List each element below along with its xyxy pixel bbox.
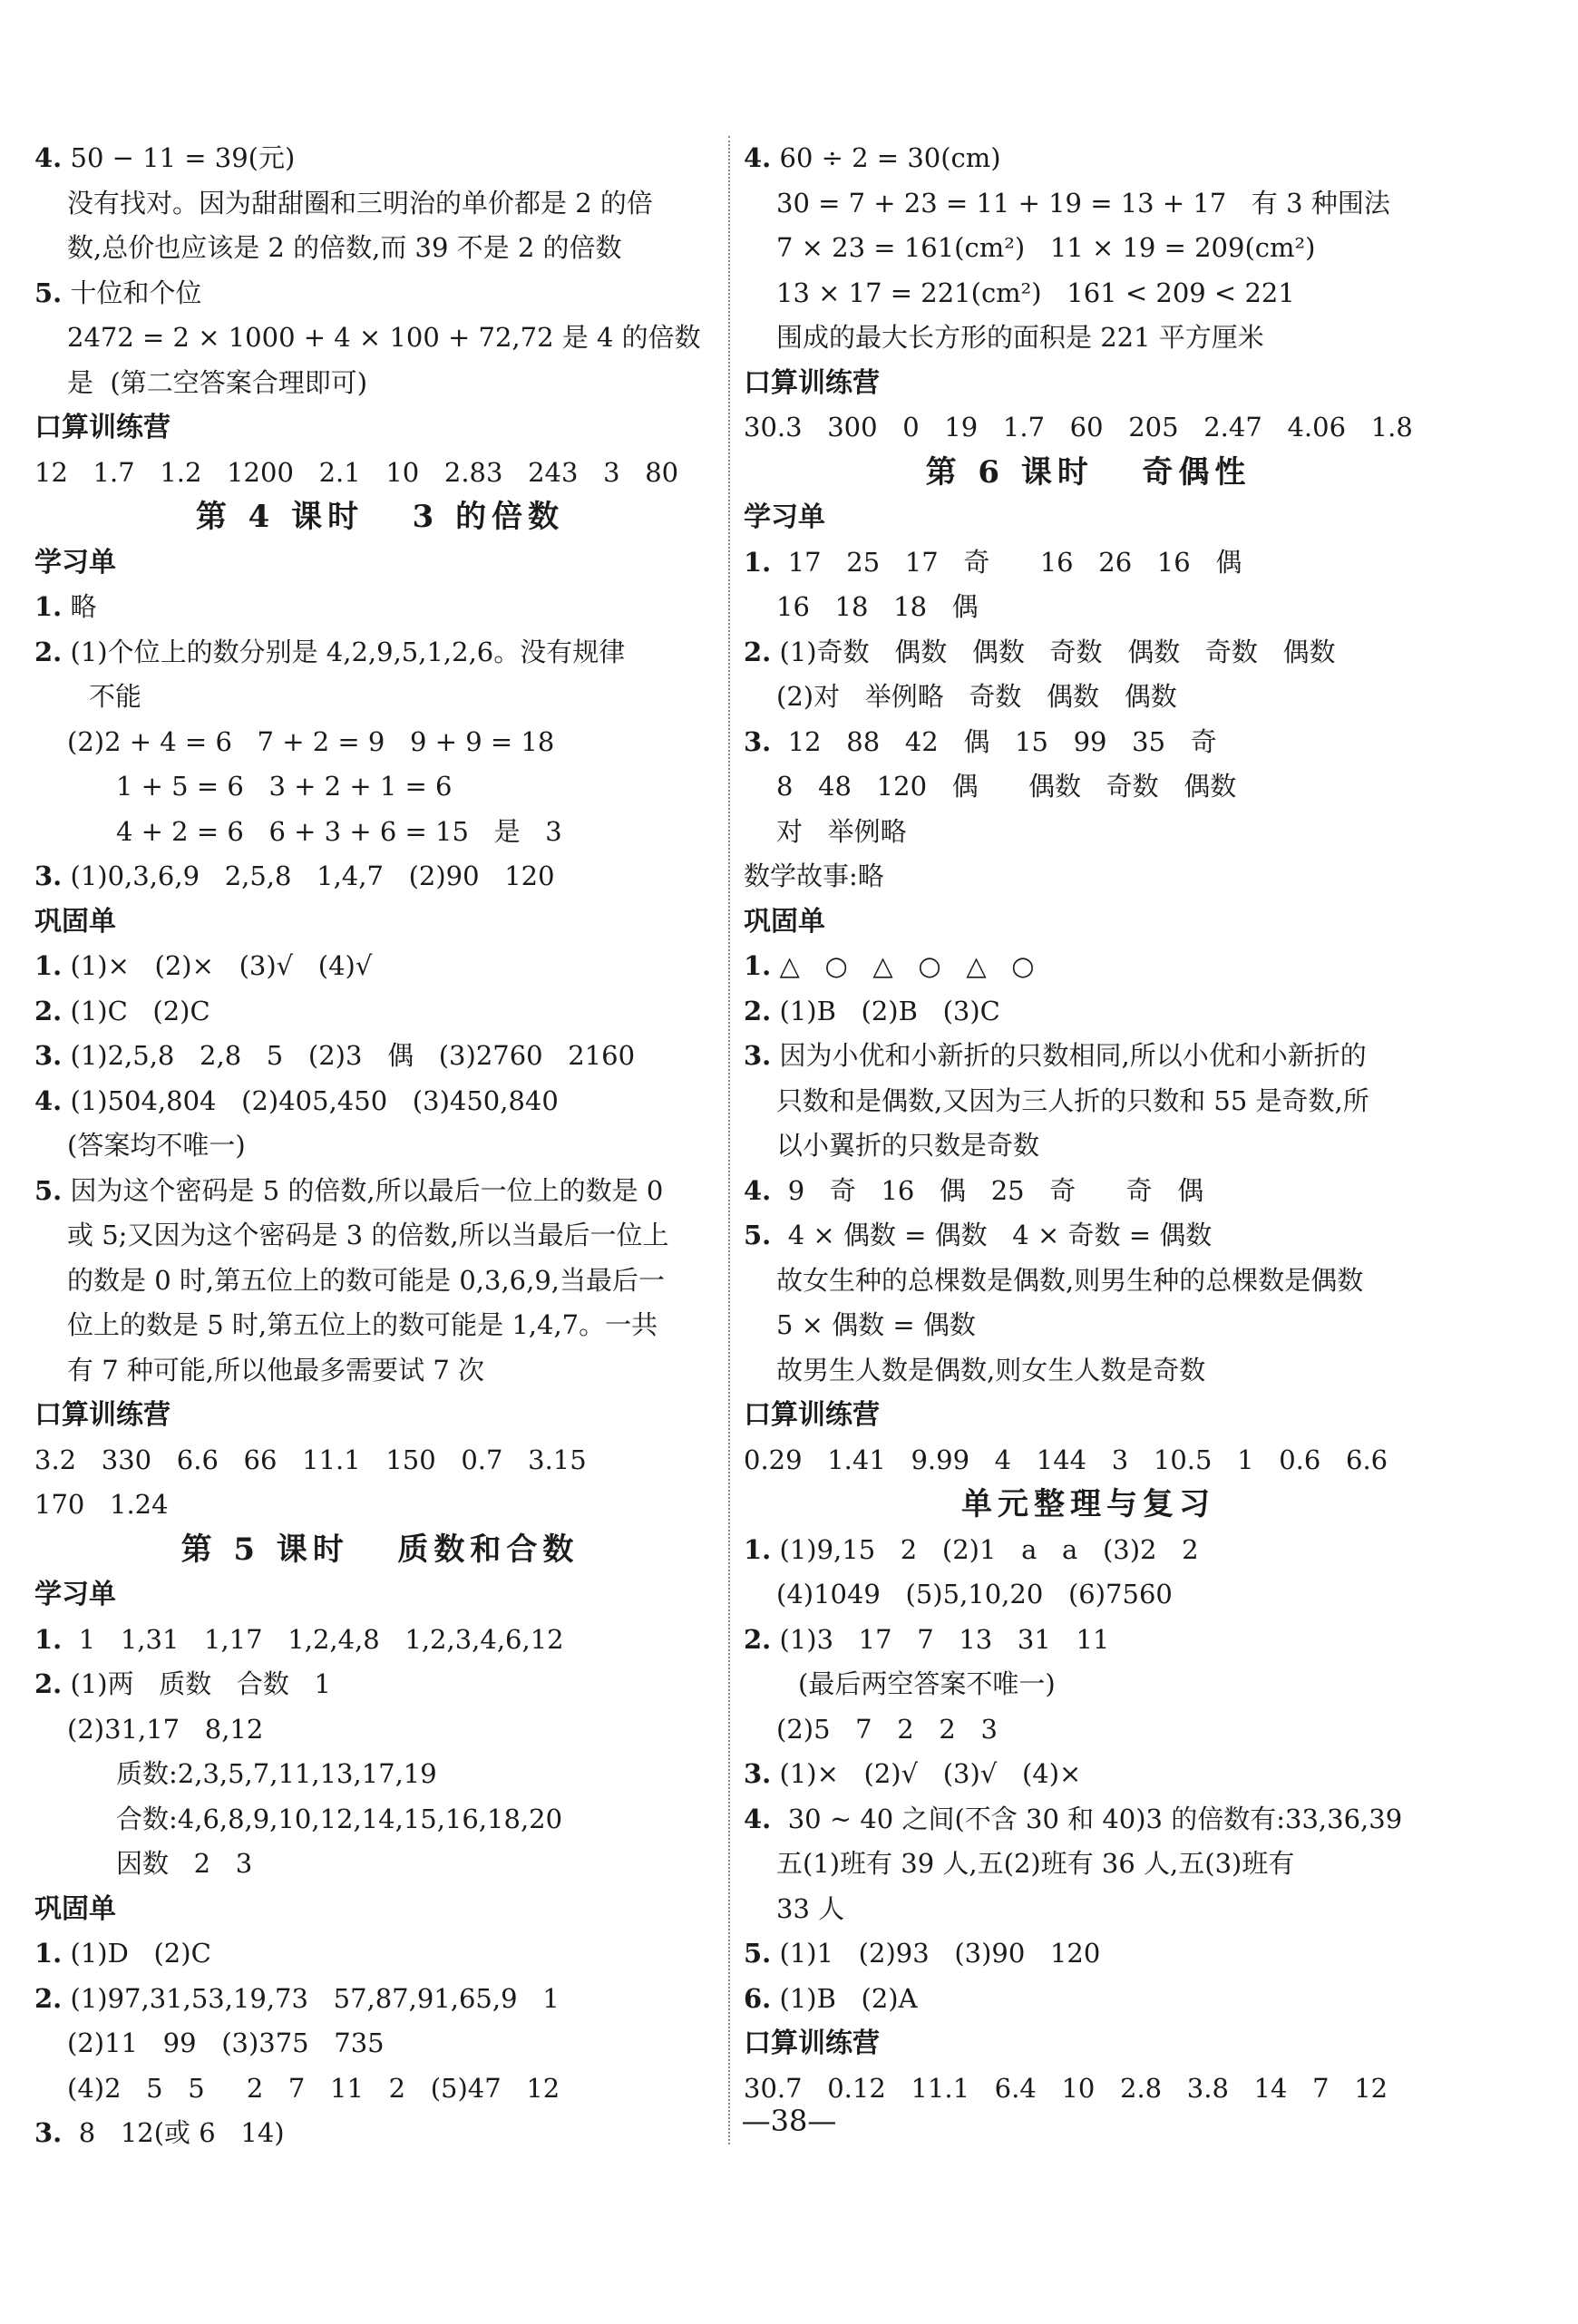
answer-text: (1)2,5,8 2,8 5 (2)3 偶 (3)2760 2160 [62, 1040, 636, 1071]
answer-line [744, 1259, 1433, 1304]
answer-text: (1)B (2)A [771, 1982, 918, 2014]
answer-item [34, 1169, 726, 1214]
answer-text: 16 18 18 偶 [776, 591, 979, 622]
answer-item [744, 1977, 1433, 2022]
answer-text: (2)2 + 4 = 6 7 + 2 = 9 9 + 9 = 18 [67, 725, 555, 757]
answer-text: 3.2 330 6.6 66 11.1 150 0.7 3.15 [34, 1444, 587, 1475]
answer-text: (2)5 7 2 2 3 [776, 1713, 998, 1745]
item-number: 1. [34, 1623, 63, 1655]
answer-line [34, 1348, 726, 1394]
answer-item [34, 630, 726, 676]
answer-line [744, 585, 1433, 630]
answer-line [34, 1707, 726, 1753]
answer-line [744, 810, 1433, 855]
answer-text: (1)3 17 7 13 31 11 [771, 1623, 1110, 1655]
answer-item [34, 1662, 726, 1707]
answer-item [744, 989, 1433, 1035]
answer-text: (1)奇数 偶数 偶数 奇数 偶数 奇数 偶数 [771, 636, 1336, 667]
answer-text: (1)B (2)B (3)C [771, 995, 1000, 1026]
answer-text: 质数:2,3,5,7,11,13,17,19 [116, 1758, 437, 1789]
answer-line [744, 226, 1433, 271]
answer-text: (2)31,17 8,12 [67, 1713, 264, 1745]
answer-text: 因为这个密码是 5 的倍数,所以最后一位上的数是 0 [62, 1174, 664, 1206]
answer-line [34, 675, 726, 720]
lesson-title: 单元整理与复习 [961, 1486, 1215, 1522]
answer-text: 只数和是偶数,又因为三人折的只数和 55 是奇数,所 [776, 1084, 1369, 1116]
left-column [34, 136, 726, 2156]
item-number: 1. [744, 546, 772, 578]
answer-line [744, 1842, 1433, 1887]
item-number: 3. [34, 861, 63, 891]
item-number: 4. [744, 142, 772, 173]
answer-text: 12 88 42 偶 15 99 35 奇 [771, 725, 1217, 757]
item-number: 4. [744, 1803, 772, 1834]
item-number: 2. [34, 1668, 63, 1699]
answer-item [744, 1752, 1433, 1797]
item-number: 4. [744, 1174, 772, 1206]
section-heading: 口算训练营 [744, 1399, 880, 1431]
answer-item [34, 944, 726, 989]
answer-line [744, 854, 1433, 899]
answer-line [34, 451, 726, 496]
answer-text: 围成的最大长方形的面积是 221 平方厘米 [776, 322, 1264, 353]
answer-text: 9 奇 16 偶 25 奇 奇 偶 [771, 1174, 1204, 1206]
answer-line [744, 1123, 1433, 1169]
answer-item [744, 1169, 1433, 1214]
answer-line [744, 1707, 1433, 1753]
answer-line [34, 1842, 726, 1887]
lesson-title: 第 5 课时 质数和合数 [180, 1531, 580, 1568]
answer-item [744, 136, 1433, 181]
answer-text: 170 1.24 [34, 1489, 169, 1520]
answer-text: 2472 = 2 × 1000 + 4 × 100 + 72,72 是 4 的倍数 [67, 322, 701, 353]
item-number: 3. [744, 1758, 772, 1789]
answer-text: 故女生种的总棵数是偶数,则男生种的总棵数是偶数 [776, 1264, 1364, 1296]
right-column [744, 136, 1433, 2111]
answer-line [744, 271, 1433, 316]
item-number: 5. [744, 1220, 772, 1250]
section-heading: 口算训练营 [744, 366, 880, 399]
section-heading: 学习单 [34, 546, 116, 579]
answer-text: 因为小优和小新折的只数相同,所以小优和小新折的 [771, 1040, 1367, 1071]
section-heading: 学习单 [744, 501, 825, 533]
item-number: 1. [34, 1938, 63, 1969]
section-heading: 巩固单 [34, 905, 116, 938]
answer-text: 30.3 300 0 19 1.7 60 205 2.47 4.06 1.8 [744, 412, 1413, 442]
answer-text: 33 人 [776, 1892, 845, 1924]
answer-text: (1)0,3,6,9 2,5,8 1,4,7 (2)90 120 [62, 861, 555, 891]
item-number: 2. [34, 1982, 63, 2014]
answer-text: 1 1,31 1,17 1,2,4,8 1,2,3,4,6,12 [62, 1623, 564, 1655]
answer-item [34, 1977, 726, 2022]
answer-text: 30 ~ 40 之间(不含 30 和 40)3 的倍数有:33,36,39 [771, 1803, 1403, 1834]
answer-text: 的数是 0 时,第五位上的数可能是 0,3,6,9,当最后一 [67, 1264, 666, 1296]
answer-line [744, 1887, 1433, 1932]
answer-text: 50 − 11 = 39(元) [62, 142, 296, 173]
item-number: 3. [34, 1040, 63, 1071]
answer-text: 数,总价也应该是 2 的倍数,而 39 不是 2 的倍数 [67, 232, 622, 263]
answer-text: (1)个位上的数分别是 4,2,9,5,1,2,6。没有规律 [62, 636, 626, 667]
item-number: 4. [34, 1084, 63, 1116]
answer-line [744, 1303, 1433, 1348]
answer-line [34, 361, 726, 406]
section-heading: 学习单 [34, 1579, 116, 1610]
answer-line [744, 1348, 1433, 1394]
answer-text: (答案均不唯一) [67, 1130, 246, 1161]
answer-text: (1)D (2)C [62, 1938, 211, 1969]
answer-line [744, 675, 1433, 720]
item-number: 1. [744, 950, 772, 981]
answer-text: 8 48 120 偶 偶数 奇数 偶数 [776, 771, 1237, 802]
answer-text: 以小翼折的只数是奇数 [776, 1130, 1040, 1161]
item-number: 3. [744, 725, 772, 757]
answer-text: 13 × 17 = 221(cm²) 161 < 209 < 221 [776, 277, 1295, 308]
answer-text: 没有找对。因为甜甜圈和三明治的单价都是 2 的倍 [67, 187, 653, 219]
item-number: 3. [744, 1040, 772, 1071]
answer-line [34, 1303, 726, 1348]
answer-line [34, 2021, 726, 2066]
answer-item [744, 1931, 1433, 1977]
item-number: 2. [744, 995, 772, 1026]
answer-line [34, 1259, 726, 1304]
answer-text: (1)9,15 2 (2)1 a a (3)2 2 [771, 1533, 1199, 1565]
page-number: —38— [741, 2104, 837, 2138]
answer-text: (1)504,804 (2)405,450 (3)450,840 [62, 1084, 559, 1116]
answer-item [744, 1797, 1433, 1843]
item-number: 4. [34, 142, 63, 173]
item-number: 1. [34, 591, 63, 622]
answer-text: 0.29 1.41 9.99 4 144 3 10.5 1 0.6 6.6 [744, 1444, 1388, 1475]
answer-text: (4)1049 (5)5,10,20 (6)7560 [776, 1579, 1173, 1609]
item-number: 5. [34, 277, 63, 308]
answer-line [744, 181, 1433, 227]
item-number: 5. [744, 1938, 772, 1969]
answer-text: 30.7 0.12 11.1 6.4 10 2.8 3.8 14 7 12 [744, 2072, 1388, 2104]
answer-text: 8 12(或 6 14) [62, 2117, 285, 2148]
item-number: 2. [744, 1623, 772, 1655]
column-divider [728, 136, 730, 2144]
answer-text: 十位和个位 [62, 277, 202, 308]
answer-line [34, 1483, 726, 1528]
lesson-title: 第 4 课时 3 的倍数 [195, 499, 565, 535]
item-number: 5. [34, 1174, 63, 1206]
answer-line [34, 1438, 726, 1483]
answer-text: 4 + 2 = 6 6 + 3 + 6 = 15 是 3 [116, 815, 562, 847]
answer-text: 17 25 17 奇 16 26 16 偶 [771, 546, 1242, 578]
answer-line [34, 810, 726, 855]
answer-text: (1)97,31,53,19,73 57,87,91,65,9 1 [62, 1982, 560, 2014]
section-heading: 口算训练营 [34, 412, 170, 443]
answer-text: 或 5;又因为这个密码是 3 的倍数,所以当最后一位上 [67, 1220, 669, 1250]
answer-item [744, 1618, 1433, 1663]
answer-text: 合数:4,6,8,9,10,12,14,15,16,18,20 [116, 1803, 563, 1834]
lesson-title: 第 6 课时 奇偶性 [925, 453, 1252, 491]
answer-text: 因数 2 3 [116, 1848, 253, 1879]
answer-text: 1 + 5 = 6 3 + 2 + 1 = 6 [116, 771, 453, 802]
answer-text: (1)× (2)√ (3)√ (4)× [771, 1758, 1082, 1789]
item-number: 3. [34, 2117, 63, 2148]
answer-text: 故男生人数是偶数,则女生人数是奇数 [776, 1354, 1206, 1386]
answer-item [744, 720, 1433, 765]
answer-text: 4 × 偶数 = 偶数 4 × 奇数 = 偶数 [771, 1220, 1213, 1250]
answer-line [744, 1079, 1433, 1124]
answer-text: (1)两 质数 合数 1 [62, 1668, 331, 1699]
answer-item [744, 944, 1433, 989]
section-heading: 口算训练营 [744, 2027, 880, 2059]
answer-line [744, 1572, 1433, 1618]
answer-item [744, 630, 1433, 676]
answer-line [34, 1213, 726, 1259]
answer-line [34, 1797, 726, 1843]
answer-text: (1)× (2)× (3)√ (4)√ [62, 950, 373, 981]
answer-line [34, 316, 726, 361]
answer-item [34, 1034, 726, 1079]
answer-text: 位上的数是 5 时,第五位上的数可能是 1,4,7。一共 [67, 1309, 658, 1340]
answer-item [744, 1528, 1433, 1573]
answer-line [744, 764, 1433, 810]
answer-item [34, 854, 726, 899]
item-number: 2. [34, 995, 63, 1026]
section-heading: 巩固单 [34, 1892, 116, 1925]
answer-item [744, 1213, 1433, 1259]
answer-text: 7 × 23 = 161(cm²) 11 × 19 = 209(cm²) [776, 232, 1316, 263]
item-number: 1. [34, 950, 63, 981]
answer-text: (1)1 (2)93 (3)90 120 [771, 1938, 1101, 1969]
answer-text: 5 × 偶数 = 偶数 [776, 1309, 976, 1340]
section-heading: 巩固单 [744, 905, 825, 938]
answer-line [34, 764, 726, 810]
answer-text: △ ○ △ ○ △ ○ [771, 950, 1035, 981]
answer-text: (2)对 举例略 奇数 偶数 偶数 [776, 681, 1177, 712]
answer-text: 有 7 种可能,所以他最多需要试 7 次 [67, 1354, 484, 1386]
answer-text: 五(1)班有 39 人,五(2)班有 36 人,五(3)班有 [776, 1848, 1295, 1879]
answer-item [34, 136, 726, 181]
answer-line [34, 720, 726, 765]
answer-line [744, 316, 1433, 361]
answer-line [744, 1438, 1433, 1483]
item-number: 2. [744, 636, 772, 667]
answer-item [744, 1034, 1433, 1079]
item-number: 1. [744, 1533, 772, 1565]
answer-text: 略 [62, 591, 97, 622]
answer-item [34, 271, 726, 316]
answer-text: 30 = 7 + 23 = 11 + 19 = 13 + 17 有 3 种围法 [776, 187, 1390, 219]
answer-text: 60 ÷ 2 = 30(cm) [771, 142, 1001, 173]
answer-text: (4)2 5 5 2 7 11 2 (5)47 12 [67, 2072, 560, 2104]
answer-text: (2)11 99 (3)375 735 [67, 2027, 385, 2058]
answer-text: (1)C (2)C [62, 995, 210, 1026]
section-heading: 口算训练营 [34, 1399, 170, 1431]
answer-text: 12 1.7 1.2 1200 2.1 10 2.83 243 3 80 [34, 456, 679, 488]
answer-text: (最后两空答案不唯一) [798, 1668, 1056, 1699]
answer-line [34, 1752, 726, 1797]
answer-item [34, 1931, 726, 1977]
answer-item [34, 1079, 726, 1124]
answer-line [34, 1123, 726, 1169]
answer-text: 不能 [89, 681, 142, 712]
answer-text: 是 (第二空答案合理即可) [67, 366, 368, 398]
item-number: 2. [34, 636, 63, 667]
item-number: 6. [744, 1982, 772, 2014]
answer-line [744, 1662, 1433, 1707]
answer-line [744, 405, 1433, 451]
answer-text: 数学故事:略 [744, 861, 884, 891]
answer-item [34, 585, 726, 630]
answer-line [34, 181, 726, 227]
answer-item [744, 540, 1433, 586]
answer-item [34, 989, 726, 1035]
answer-text: 对 举例略 [776, 815, 907, 847]
answer-item [34, 1618, 726, 1663]
answer-line [34, 226, 726, 271]
